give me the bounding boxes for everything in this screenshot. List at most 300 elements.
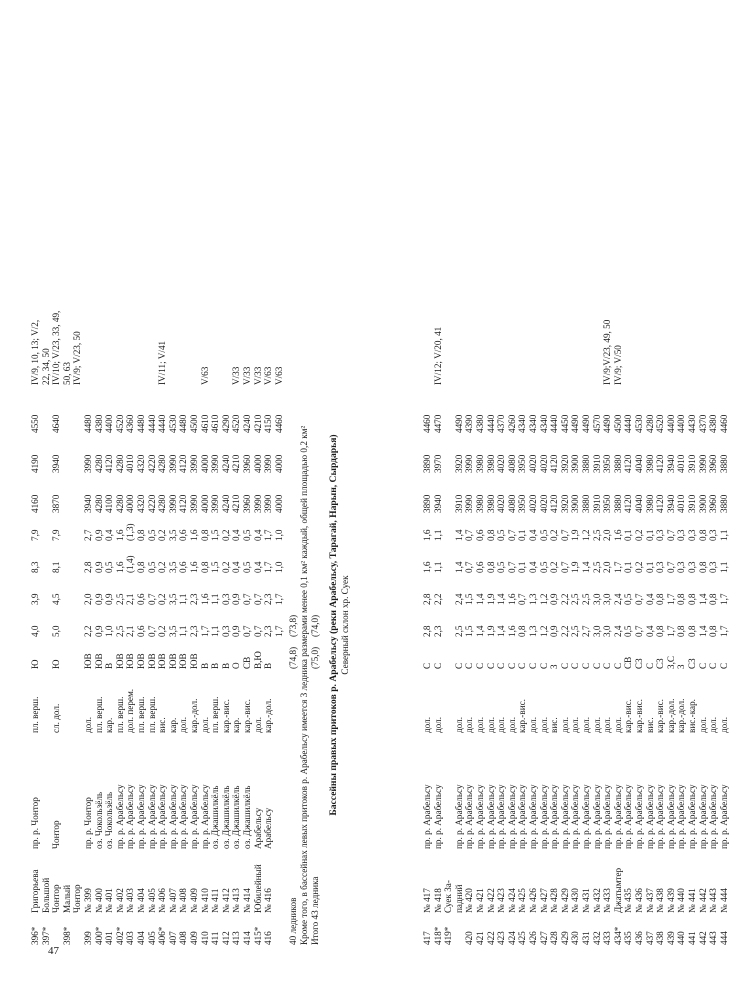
cell-exp: ЮВ: [167, 653, 178, 669]
cell-recv: пр. р. Арабельсу: [655, 784, 666, 849]
cell-e2: 3890: [422, 454, 432, 473]
cell-pos: кар.-вис.: [655, 699, 666, 733]
cell-e3: 4640: [51, 414, 62, 433]
cell-e2: 4120: [549, 454, 560, 473]
table-row: [517, 0, 527, 945]
cell-f4: 0,2: [634, 529, 644, 541]
cell-exp: С: [506, 662, 517, 669]
cell-f4: 2,7: [83, 529, 93, 541]
cell-e3: 4460: [718, 414, 729, 433]
cell-e1: 3920: [559, 494, 570, 513]
cell-e2: 3910: [591, 454, 602, 473]
cell-pos: кар.-вис.: [623, 699, 634, 733]
cell-recv: пр. р. Арабельсу: [708, 784, 719, 849]
cell-ref: V/33: [242, 366, 252, 385]
cell-f1: 0,9: [549, 625, 560, 637]
cell-num: 415*: [252, 926, 263, 945]
cell-f2: 0,7: [252, 593, 263, 605]
cell-pos: дол.: [697, 716, 708, 733]
cell-name: № 436: [634, 888, 644, 913]
cell-e2: 3900: [570, 454, 581, 473]
cell-f4: 0,7: [665, 529, 676, 541]
cell-f2: 1,5: [464, 593, 475, 605]
cell-f1: 1,7: [199, 625, 210, 637]
cell-name: № 435: [623, 888, 634, 913]
cell-e3: 4530: [167, 414, 178, 433]
cell-exp: ЮВ: [83, 653, 93, 669]
cell-recv: оз. Чокользёль: [104, 791, 115, 849]
cell-f1: 0,2: [157, 625, 168, 637]
cell-name: № 421: [475, 888, 485, 913]
cell-num: 397*: [40, 926, 51, 945]
cell-e2: 4120: [104, 454, 115, 473]
cell-num: 409: [189, 931, 199, 945]
cell-exp: С: [422, 662, 432, 669]
cell-pos: кар.-дол.: [263, 698, 274, 733]
cell-e1: 4280: [93, 494, 104, 513]
cell-e1: 3870: [51, 494, 62, 513]
cell-f3: 0,8: [697, 561, 708, 573]
cell-f4: 0,1: [644, 529, 655, 541]
cell-e3: 4150: [263, 414, 274, 433]
cell-pos: кар.: [231, 717, 242, 733]
table-row: [634, 0, 644, 945]
cell-e1: 3940: [432, 494, 443, 513]
cell-pos: дол.: [252, 716, 263, 733]
cell-f1: 0,9: [231, 625, 242, 637]
cell-f3: 0,5: [496, 561, 507, 573]
cell-ref: IV/9; V/23, 50: [72, 331, 83, 385]
cell-pos: дол.: [602, 716, 613, 733]
cell-e2: 4120: [178, 454, 189, 473]
cell-f3: 0,5: [146, 561, 157, 573]
table-row: [125, 0, 135, 945]
cell-name: № 439: [665, 888, 676, 913]
cell-f4: 0,3: [676, 529, 687, 541]
cell-f1: 2,5: [114, 625, 125, 637]
cell-f2: 1,2: [538, 593, 549, 605]
table-row: [666, 0, 676, 945]
cell-f1: 0,7: [252, 625, 263, 637]
cell-pos: дол.: [475, 716, 485, 733]
cell-exp: С: [538, 662, 549, 669]
cell-e2: 4040: [634, 454, 644, 473]
cell-f4: 0,4: [231, 529, 242, 541]
cell-f2: 1,3: [528, 593, 538, 605]
cell-f1: 0,8: [517, 625, 528, 637]
cell-f3: 1,1: [718, 561, 729, 573]
cell-f1: 1,3: [528, 625, 538, 637]
cell-e1: 3900: [570, 494, 581, 513]
cell-f2: 0,3: [220, 593, 231, 605]
cell-pos: пл. верш.: [30, 696, 40, 733]
cell-num: 428: [549, 931, 560, 945]
cell-f3: 0,2: [157, 561, 168, 573]
table-row: [274, 0, 284, 945]
cell-f3: 2,0: [602, 561, 613, 573]
cell-f3: 0,5: [538, 561, 549, 573]
cell-e1: 4120: [549, 494, 560, 513]
cell-f1: 2,3: [189, 625, 199, 637]
cell-recv: оз. Джашилкёль: [242, 785, 252, 849]
cell-f3: 2,5: [591, 561, 602, 573]
cell-f4: 0,4: [528, 529, 538, 541]
cell-recv: пр. р. Арабельсу: [422, 784, 432, 849]
cell-e1: 4120: [623, 494, 634, 513]
table-row: [433, 0, 443, 945]
cell-f2: 0,9: [104, 593, 115, 605]
cell-f3: 0,6: [475, 561, 485, 573]
cell-exp: ЮВ: [189, 653, 199, 669]
cell-e3: 4610: [199, 414, 210, 433]
cell-f1: 2,5: [453, 625, 464, 637]
cell-f4: 1,6: [422, 529, 432, 541]
cell-name: Джатымтер: [612, 867, 623, 913]
table-row: [200, 0, 210, 945]
cell-exp: В: [199, 662, 210, 669]
cell-num: 436: [634, 931, 644, 945]
cell-e1: 3980: [644, 494, 655, 513]
cell-recv: пр. р. Арабельсу: [538, 784, 549, 849]
cell-f4: 1,6: [612, 529, 623, 541]
table-row: [210, 0, 220, 945]
cell-num: 439: [665, 931, 676, 945]
cell-e3: 4440: [623, 414, 634, 433]
cell-ref: V/33: [231, 366, 242, 385]
cell-f3: 0,8: [199, 561, 210, 573]
cell-e2: 3960: [708, 454, 719, 473]
cell-num: 396*: [30, 926, 40, 945]
cell-f4: 1,6: [189, 529, 199, 541]
cell-e1: 4280: [114, 494, 125, 513]
cell-e1: 3900: [697, 494, 708, 513]
cell-f2: 1,1: [210, 593, 221, 605]
cell-num: 398*: [61, 926, 72, 945]
cell-f3: 0,4: [528, 561, 538, 573]
cell-num: 432: [591, 931, 602, 945]
cell-f1: 1,0: [104, 625, 115, 637]
cell-recv: пр. р. Арабельсу: [496, 784, 507, 849]
cell-f3: 0,8: [136, 561, 146, 573]
cell-f2: 3,0: [591, 593, 602, 605]
cell-e3: 4340: [528, 414, 538, 433]
cell-recv: пр. р. Арабельсу: [602, 784, 613, 849]
cell-recv: пр. р. Арабельсу: [612, 784, 623, 849]
cell-name: № 418: [432, 888, 443, 913]
table-row: [655, 0, 665, 945]
cell-name: Большой: [40, 877, 51, 913]
cell-pos: пл. верш.: [136, 696, 146, 733]
cell-num: 418*: [432, 926, 443, 945]
table-row: [221, 0, 231, 945]
cell-exp: С: [559, 662, 570, 669]
cell-exp: ЮВ: [93, 653, 104, 669]
cell-exp: С: [708, 662, 719, 669]
cell-name: № 408: [178, 888, 189, 913]
cell-recv: пр. р. Арабельсу: [718, 784, 729, 849]
cell-f2: 0,7: [517, 593, 528, 605]
cell-f3: 0,9: [93, 561, 104, 573]
table-row: [570, 0, 580, 945]
cell-f3: 0,7: [665, 561, 676, 573]
cell-f2: 1,1: [178, 593, 189, 605]
cell-f1: 0,5: [623, 625, 634, 637]
cell-e1: 3960: [708, 494, 719, 513]
cell-f2: 1,4: [697, 593, 708, 605]
cell-e2: 4220: [146, 454, 157, 473]
cell-e3: 4520: [231, 414, 242, 433]
cell-pos: кар.-дол.: [665, 698, 676, 733]
cell-recv: пр. р. Арабельсу: [591, 784, 602, 849]
cell-f3: 0,6: [178, 561, 189, 573]
cell-f2: 0,8: [708, 593, 719, 605]
cell-f4: 0,5: [242, 529, 252, 541]
cell-e3: 4260: [506, 414, 517, 433]
cell-f1: 0,8: [676, 625, 687, 637]
cell-recv: Арабельсу: [263, 807, 274, 849]
cell-f4: 3,5: [167, 529, 178, 541]
cell-exp: С: [591, 662, 602, 669]
cell-f1: 2,7: [581, 625, 591, 637]
table-row: [115, 0, 125, 945]
cell-e3: 4440: [485, 414, 496, 433]
cell-e2: 3990: [697, 454, 708, 473]
cell-f4: 0,7: [559, 529, 570, 541]
cell-e3: 4340: [517, 414, 528, 433]
cell-pos: пл. верш.: [146, 696, 157, 733]
cell-f2: 1,6: [199, 593, 210, 605]
cell-pos: дол.: [612, 716, 623, 733]
cell-e2: 3880: [581, 454, 591, 473]
cell-exp: ЮВ: [136, 653, 146, 669]
cell-exp: З,С: [665, 655, 676, 669]
cell-recv: пр. р. Арабельсу: [114, 784, 125, 849]
cell-num: 425: [517, 931, 528, 945]
total-label: Итого 43 ледника: [310, 876, 320, 945]
cell-e1: 4040: [634, 494, 644, 513]
cell-f2: 0,8: [655, 593, 666, 605]
cell-pos: дол.: [570, 716, 581, 733]
cell-f2: 4,5: [51, 593, 62, 605]
cell-e2: 3910: [687, 454, 697, 473]
cell-f1: 1,5: [464, 625, 475, 637]
cell-name: № 417: [422, 888, 432, 913]
cell-name: № 413: [231, 888, 242, 913]
cell-pos: дол.: [559, 716, 570, 733]
cell-recv: пр. р. Арабельсу: [634, 784, 644, 849]
cell-exp: ЮВ: [114, 653, 125, 669]
cell-f1: 1,7: [273, 625, 284, 637]
cell-exp: С: [517, 662, 528, 669]
cell-f3: 1,7: [263, 561, 274, 573]
cell-e1: 4000: [125, 494, 136, 513]
cell-e1: 4210: [231, 494, 242, 513]
cell-f3: 0,5: [242, 561, 252, 573]
cell-num: 433: [602, 931, 613, 945]
cell-f3: 1,6: [189, 561, 199, 573]
cell-e2: 4000: [199, 454, 210, 473]
cell-pos: кар.-вис.: [220, 699, 231, 733]
cell-f4: 0,3: [687, 529, 697, 541]
cell-e2: 4280: [93, 454, 104, 473]
cell-num: 444: [718, 931, 729, 945]
cell-num: 435: [623, 931, 634, 945]
cell-f2: 0,2: [157, 593, 168, 605]
table-row: [486, 0, 496, 945]
table-row: [496, 0, 506, 945]
cell-f2: 0,8: [687, 593, 697, 605]
cell-e3: 4380: [93, 414, 104, 433]
cell-exp: С: [496, 662, 507, 669]
cell-e2: 3880: [718, 454, 729, 473]
cell-f3: 3,5: [167, 561, 178, 573]
cell-recv: пр. р. Арабельсу: [178, 784, 189, 849]
cell-e3: 4490: [602, 414, 613, 433]
cell-f1: 3,0: [602, 625, 613, 637]
cell-pos: кар.-вис.: [242, 699, 252, 733]
cell-f1: 0,8: [655, 625, 666, 637]
cell-f3: 0,4: [231, 561, 242, 573]
cell-e2: 3970: [432, 454, 443, 473]
cell-pos: вис.-кар.: [687, 699, 697, 733]
cell-e3: 4240: [242, 414, 252, 433]
cell-f4: 7,9: [30, 529, 40, 541]
cell-e1: 3990: [189, 494, 199, 513]
cell-e2: 3960: [242, 454, 252, 473]
cell-e1: 3990: [252, 494, 263, 513]
cell-num: 413: [231, 931, 242, 945]
table-row: [698, 0, 708, 945]
cell-e3: 4480: [136, 414, 146, 433]
cell-name: № 402: [114, 888, 125, 913]
table-row: [528, 0, 538, 945]
cell-ref: 22, 34, 50: [40, 348, 51, 385]
cell-num: 437: [644, 931, 655, 945]
cell-f3: 0,3: [708, 561, 719, 573]
cell-f2: 2,3: [263, 593, 274, 605]
cell-num: 443: [708, 931, 719, 945]
cell-e3: 4360: [125, 414, 136, 433]
cell-name: № 404: [136, 888, 146, 913]
cell-name: № 440: [676, 888, 687, 913]
cell-recv: пр. р. Арабельсу: [559, 784, 570, 849]
cell-f2: 1,7: [718, 593, 729, 605]
cell-f4: 0,7: [464, 529, 475, 541]
cell-f3: 1,6: [422, 561, 432, 573]
table-row: [41, 0, 51, 945]
section-heading: Бассейны правых притоков р. Арабельсу (реки Арабельсу, Тарагай, Нарын, Сырдарья): [328, 434, 339, 816]
cell-f4: 0,1: [517, 529, 528, 541]
cell-num: 414: [242, 931, 252, 945]
cell-recv: пр. р. Арабельсу: [665, 784, 676, 849]
cell-exp: СВ: [623, 656, 634, 669]
cell-pos: дол.: [528, 716, 538, 733]
total-area-2b: (74,0): [310, 614, 320, 637]
table-row: [676, 0, 686, 945]
cell-pos: кар.: [104, 717, 115, 733]
cell-e1: 3910: [591, 494, 602, 513]
cell-exp: С: [612, 662, 623, 669]
cell-f2: 0,5: [623, 593, 634, 605]
cell-name: № 433: [602, 888, 613, 913]
cell-name: Суек За-: [443, 880, 454, 913]
cell-f1: 1,9: [485, 625, 496, 637]
cell-f1: 2,8: [422, 625, 432, 637]
cell-e3: 4570: [591, 414, 602, 433]
cell-f1: 4,0: [30, 625, 40, 637]
cell-e2: 3980: [485, 454, 496, 473]
cell-exp: В: [220, 662, 231, 669]
cell-name: № 411: [210, 888, 221, 913]
total-area-1b: (73,8): [288, 614, 298, 637]
cell-e2: 3990: [83, 454, 93, 473]
cell-e2: 3990: [464, 454, 475, 473]
cell-e2: 3990: [189, 454, 199, 473]
cell-f3: (1,4): [125, 555, 136, 573]
cell-e1: 3910: [687, 494, 697, 513]
cell-e1: 3990: [210, 494, 221, 513]
cell-recv: пр. р. Арабельсу: [485, 784, 496, 849]
cell-f4: 1,9: [570, 529, 581, 541]
cell-exp: В: [210, 662, 221, 669]
total-area-2a: (75,0): [310, 646, 320, 669]
cell-name: Малый: [61, 884, 72, 913]
table-row: [623, 0, 633, 945]
cell-f2: 0,9: [93, 593, 104, 605]
cell-num: 431: [581, 931, 591, 945]
cell-f3: 1,0: [273, 561, 284, 573]
cell-exp: С: [602, 662, 613, 669]
cell-f2: 1,6: [506, 593, 517, 605]
cell-f3: 1,7: [612, 561, 623, 573]
cell-recv: пр. р. Арабельсу: [167, 784, 178, 849]
cell-f4: 0,5: [146, 529, 157, 541]
cell-name: № 427: [538, 888, 549, 913]
cell-num: 417: [422, 931, 432, 945]
cell-num: 426: [528, 931, 538, 945]
table-row: [464, 0, 474, 945]
cell-exp: ЮВ: [157, 653, 168, 669]
cell-name: № 430: [570, 888, 581, 913]
cell-num: 399: [83, 931, 93, 945]
cell-e3: 4490: [453, 414, 464, 433]
cell-f1: 0,3: [220, 625, 231, 637]
cell-recv: пр. р. Арабельсу: [581, 784, 591, 849]
cell-pos: дол.: [83, 716, 93, 733]
cell-num: 423: [496, 931, 507, 945]
cell-pos: дол.: [581, 716, 591, 733]
cell-e1: 3880: [718, 494, 729, 513]
cell-exp: С: [432, 662, 443, 669]
cell-e2: 4120: [655, 454, 666, 473]
cell-pos: дол.: [708, 716, 719, 733]
cell-f1: 0,7: [242, 625, 252, 637]
cell-num: 405: [146, 931, 157, 945]
cell-name: № 443: [708, 888, 719, 913]
cell-e2: 4240: [220, 454, 231, 473]
cell-e1: 3950: [602, 494, 613, 513]
cell-pos: вис.: [157, 717, 168, 733]
table-row: [104, 0, 114, 945]
cell-f2: 1,7: [665, 593, 676, 605]
cell-name: № 400: [93, 888, 104, 913]
cell-recv: оз. Джашилкёль: [231, 785, 242, 849]
cell-e2: 3980: [475, 454, 485, 473]
cell-pos: дол.: [199, 716, 210, 733]
cell-f4: 0,7: [506, 529, 517, 541]
cell-ref: IV/9, 10, 13; V/2,: [30, 319, 40, 385]
cell-e2: 4020: [538, 454, 549, 473]
